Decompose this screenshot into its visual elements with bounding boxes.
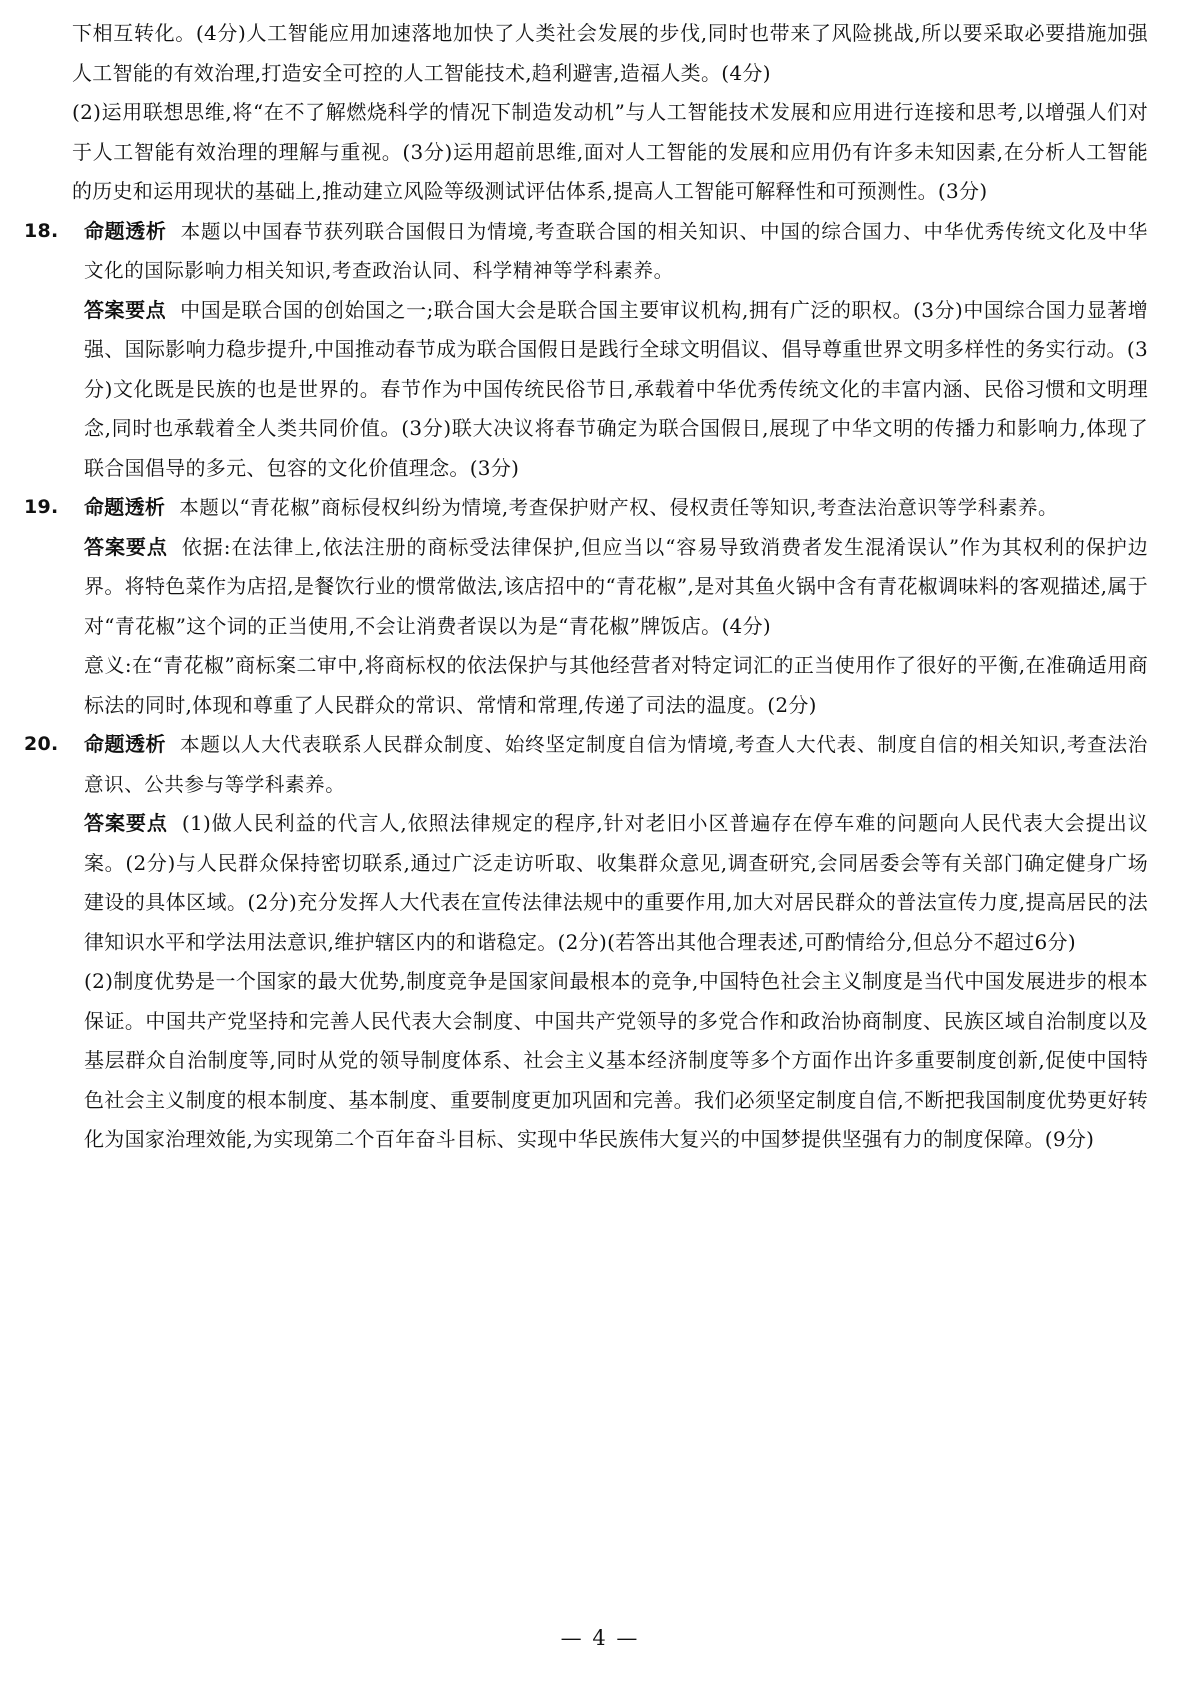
answer-continuation-20: (2)制度优势是一个国家的最大优势,制度竞争是国家间最根本的竞争,中国特色社会主义制度是当代中国发展进步的根本保证。中国共产党坚持和完善人民代表大会制度、中国共产党领导的多党合作和政治协商制度、民族区域自治制度以及基层群众自治制度等,同时从党的领导制度体系、社会主义基本经济制度等多个方面作出许多重要制度创新,促使中国特色社会主义制度的根本制度、基本制度、重要制度更加巩固和完善。我们必须坚定制度自信,不断把我国制度优势更好转化为国家治理效能,为实现第二个百年奋斗目标、实现中华民族伟大复兴的中国梦提供坚强有力的制度保障。(9分) [84, 969, 1148, 1151]
analysis-label: 命题透析 [84, 218, 167, 243]
page-content [24, 14, 1149, 1160]
answer-label: 答案要点 [84, 534, 168, 559]
analysis-text: 本题以中国春节获列联合国假日为情境,考查联合国的相关知识、中国的综合国力、中华优秀传统文化及中华文化的国际影响力相关知识,考查政治认同、科学精神等学科素养。 [84, 219, 1149, 282]
answer-paragraph-20 [72, 804, 1148, 962]
question-number: 20. [24, 733, 59, 755]
answer-label: 答案要点 [84, 297, 167, 322]
question-18 [24, 212, 1149, 291]
carryover-paragraph-2: (2)运用联想思维,将“在不了解燃烧科学的情况下制造发动机”与人工智能技术发展和应用进行连接和思考,以增强人们对于人工智能有效治理的理解与重视。(3分)运用超前思维,面对人工智能的发展和应用仍有许多未知因素,在分析人工智能的历史和运用现状的基础上,推动建立风险等级测试评估体系,提高人工智能可解释性和可预测性。(3分) [72, 100, 1148, 203]
answer-text: 依据:在法律上,依法注册的商标受法律保护,但应当以“容易导致消费者发生混淆误认”作为其权利的保护边界。将特色菜作为店招,是餐饮行业的惯常做法,该店招中的“青花椒”,是对其鱼火锅中含有青花椒调味料的客观描述,属于对“青花椒”这个词的正当使用,不会让消费者误以为是“青花椒”牌饭店。(4分) [84, 534, 1149, 638]
carryover-paragraph-1: 下相互转化。(4分)人工智能应用加速落地加快了人类社会发展的步伐,同时也带来了风险挑战,所以要采取必要措施加强人工智能的有效治理,打造安全可控的人工智能技术,趋利避害,造福人类。(4分) [72, 21, 1148, 85]
analysis-paragraph [84, 212, 1148, 291]
answer-paragraph-19 [72, 528, 1148, 647]
analysis-text: 本题以“青花椒”商标侵权纠纷为情境,考查保护财产权、侵权责任等知识,考查法治意识等学科素养。 [179, 496, 1059, 519]
question-20 [24, 725, 1148, 804]
answer-text: 中国是联合国的创始国之一;联合国大会是联合国主要审议机构,拥有广泛的职权。(3分)中国综合国力显著增强、国际影响力稳步提升,中国推动春节成为联合国假日是践行全球文明倡议、倡导尊重世界文明多样性的务实行动。(3分)文化既是民族的也是世界的。春节作为中国传统民俗节日,承载着中华优秀传统文化的丰富内涵、民俗习惯和文明理念,同时也承载着全人类共同价值。(3分)联大决议将春节确定为联合国假日,展现了中华文明的传播力和影响力,体现了联合国倡导的多元、包容的文化价值理念。(3分) [84, 297, 1148, 480]
analysis-text: 本题以人大代表联系人民群众制度、始终坚定制度自信为情境,考查人大代表、制度自信的相关知识,考查法治意识、公共参与等学科素养。 [84, 733, 1148, 796]
answer-paragraph-18 [72, 291, 1148, 489]
analysis-label: 命题透析 [84, 732, 167, 756]
analysis-paragraph [84, 488, 1148, 528]
answer-label: 答案要点 [84, 811, 168, 835]
analysis-paragraph [84, 725, 1148, 804]
question-19 [24, 488, 1148, 528]
answer-continuation-19: 意义:在“青花椒”商标案二审中,将商标权的依法保护与其他经营者对特定词汇的正当使用作了很好的平衡,在准确适用商标法的同时,体现和尊重了人民群众的常识、常情和常理,传递了司法的温度。(2分) [84, 653, 1148, 717]
answer-text: (1)做人民利益的代言人,依照法律规定的程序,针对老旧小区普遍存在停车难的问题向人民代表大会提出议案。(2分)与人民群众保持密切联系,通过广泛走访听取、收集群众意见,调查研究,会同居委会等有关部门确定健身广场建设的具体区域。(2分)充分发挥人大代表在宣传法律法规中的重要作用,加大对居民群众的普法宣传力度,提高居民的法律知识水平和学法用法意识,维护辖区内的和谐稳定。(2分)(若答出其他合理表述,可酌情给分,但总分不超过6分) [84, 811, 1148, 954]
page-number: — 4 — [560, 1626, 640, 1650]
question-number: 18. [24, 219, 59, 242]
question-number: 19. [24, 496, 59, 518]
analysis-label: 命题透析 [84, 495, 166, 519]
